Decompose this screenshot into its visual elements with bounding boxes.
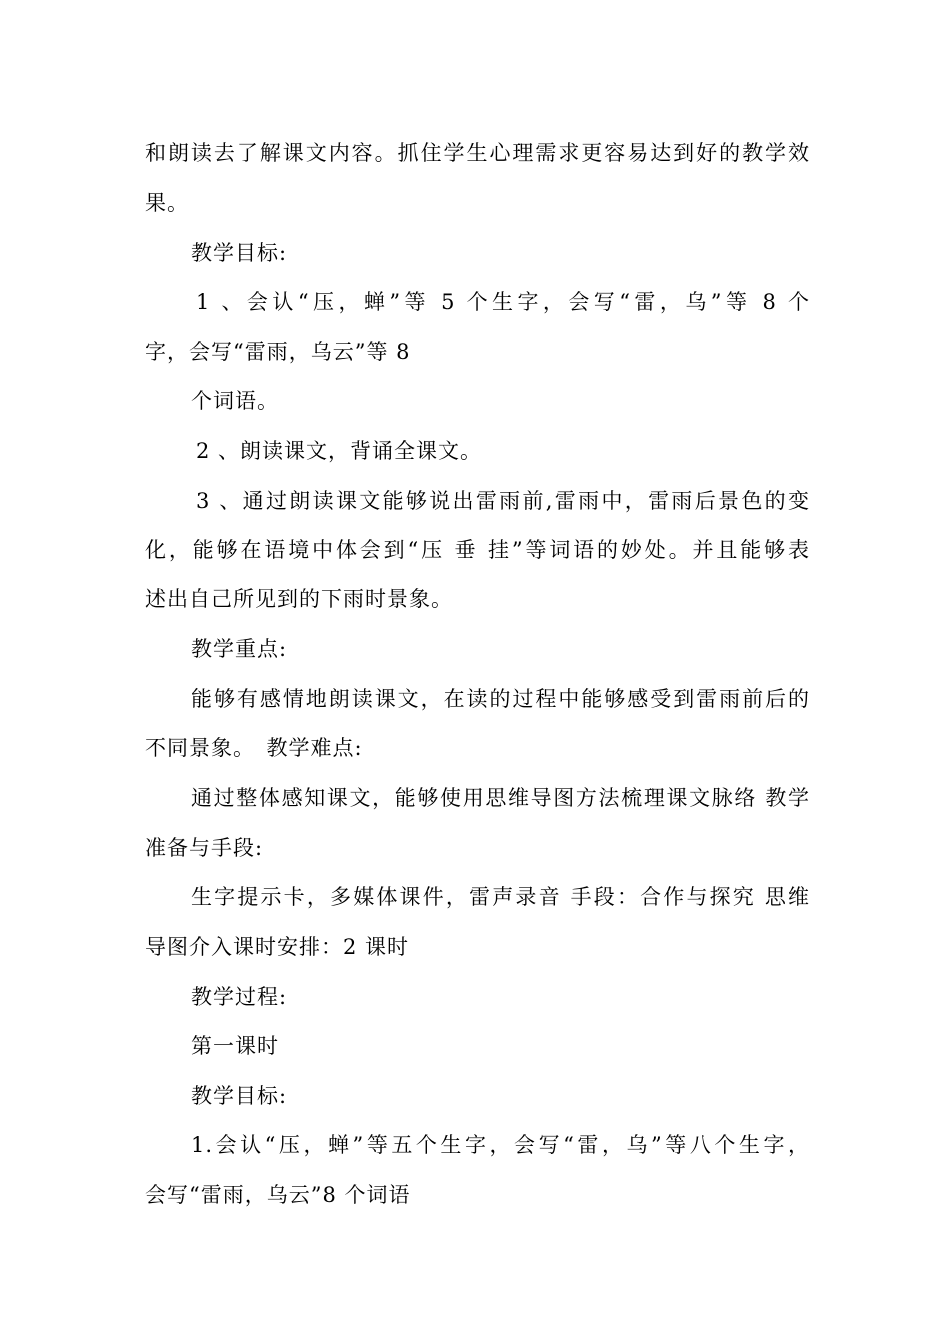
- paragraph-line: 述出自己所见到的下雨时景象。: [145, 587, 453, 611]
- section-heading: 教学目标:: [191, 1084, 288, 1108]
- paragraph-line: 会写“雷雨，乌云”8 个词语: [145, 1183, 411, 1207]
- paragraph-line: 果。: [145, 191, 189, 215]
- paragraph-line: 化，能够在语境中体会到“压 垂 挂”等词语的妙处。并且能够表: [145, 538, 810, 562]
- list-item: 3 、通过朗读课文能够说出雷雨前,雷雨中，雷雨后景色的变: [196, 489, 810, 513]
- paragraph-line: 字，会写“雷雨，乌云”等 8: [145, 340, 411, 364]
- paragraph-line: 准备与手段:: [145, 836, 264, 860]
- paragraph-line: 个词语。: [191, 389, 279, 413]
- paragraph-line: 导图介入课时安排：2 课时: [145, 935, 410, 959]
- section-heading: 教学重点:: [191, 637, 288, 661]
- list-item: 1.会认“压，蝉”等五个生字，会写“雷，乌”等八个生字，: [191, 1133, 810, 1157]
- paragraph-line: 不同景象。 教学难点:: [145, 736, 363, 760]
- section-heading: 第一课时: [191, 1034, 279, 1058]
- paragraph-line: 和朗读去了解课文内容。抓住学生心理需求更容易达到好的教学效: [145, 141, 810, 165]
- list-item: 2 、朗读课文，背诵全课文。: [196, 439, 483, 463]
- section-heading: 教学目标:: [191, 241, 288, 265]
- paragraph-line: 生字提示卡，多媒体课件，雷声录音 手段：合作与探究 思维: [191, 885, 810, 909]
- paragraph-line: 通过整体感知课文，能够使用思维导图方法梳理课文脉络 教学: [191, 786, 810, 810]
- paragraph-line: 能够有感情地朗读课文，在读的过程中能够感受到雷雨前后的: [191, 687, 810, 711]
- list-item: 1 、会认“压，蝉”等 5 个生字，会写“雷，乌”等 8 个: [196, 290, 810, 314]
- section-heading: 教学过程:: [191, 985, 288, 1009]
